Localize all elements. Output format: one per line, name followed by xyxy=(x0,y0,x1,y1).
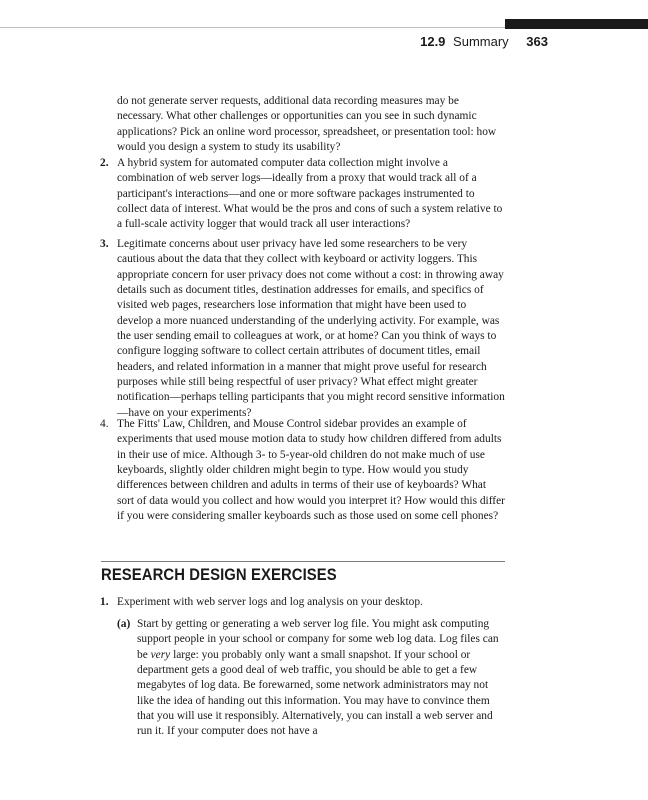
discussion-item-4 xyxy=(100,417,505,524)
item-number: 4. xyxy=(100,418,109,430)
section-divider xyxy=(101,561,505,562)
running-head xyxy=(420,34,548,49)
item-number: 1. xyxy=(100,596,109,608)
item-text: Legitimate concerns about user privacy have led some researchers to be very cautious about the data that they collect with keyboard or activity loggers. This appropriate concern for user privacy does not come without a cost: in throwing away details such as document titles, destination addresses for emails, and specifics of visited web pages, researchers lose information that might have been used to develop a more nuanced understanding of the underlying activity. For example, was the user sending email to colleagues at work, or at home? Can you think of ways to configure logging software to collect certain attributes of document titles, email headers, and related information in a manner that might prove useful for research purposes while still being respectful of user privacy? What effect might greater notification—perhaps telling participants that you might record sensitive information—have on your experiments? xyxy=(117,238,505,419)
section-title: Summary xyxy=(453,34,509,49)
section-number: 12.9 xyxy=(420,34,446,49)
subitem-text xyxy=(137,617,505,740)
discussion-item-3 xyxy=(100,237,505,421)
item-text: A hybrid system for automated computer data collection might involve a combination of web server logs—ideally from a proxy that would track all of a participant's interactions—and one or more software packages instrumented to collect data of interest. What would be the pros and cons of such a system relative to a full-scale activity logger that would track all user interactions? xyxy=(117,157,503,231)
subitem-emphasis: very xyxy=(150,648,171,661)
research-item-1 xyxy=(100,595,505,610)
discussion-item-2 xyxy=(100,156,505,233)
research-subitem-a xyxy=(117,617,505,740)
item-text: The Fitts' Law, Children, and Mouse Control sidebar provides an example of experiments that used mouse motion data to study how children differed from adults in their use of mice. Although 3- to 5-year-old children do not make much of use keyboards, slightly older children might begin to type. How would you study differences between children and adults in terms of their use of keyboards? What sort of data would you collect and how would you interpret it? How would this differ if you were considering smaller keyboards such as those used on some cell phones? xyxy=(117,418,505,523)
continuation-paragraph: do not generate server requests, additional data recording measures may be necessary. What other challenges or opportunities can you see in such dynamic applications? Pick an online word processor, spreadsheet, or presentation tool: how would you design a system to study its usability? xyxy=(117,95,497,154)
subitem-label: (a) xyxy=(117,618,131,630)
item-number: 3. xyxy=(100,238,109,250)
item-text: Experiment with web server logs and log analysis on your desktop. xyxy=(117,596,423,608)
subitem-text-after: large: you probably only want a small snapshot. If your school or department gets a good deal of web traffic, you should be able to get a few megabytes of log data. Be forewarned, some network administrators may not like the idea of handing out this information. You may have to convince them that you will use it responsibly. Alternatively, you can install a web server and run it. If your computer does not have a xyxy=(137,648,493,738)
section-heading: RESEARCH DESIGN EXERCISES xyxy=(101,566,337,584)
page-number: 363 xyxy=(526,34,548,49)
item-number: 2. xyxy=(100,157,109,169)
subitem-text-before: Start by getting or generating a web server log file. You might ask computing support people in your school or company for some web log data. Log files can be xyxy=(137,618,499,661)
header-bar xyxy=(505,19,648,29)
